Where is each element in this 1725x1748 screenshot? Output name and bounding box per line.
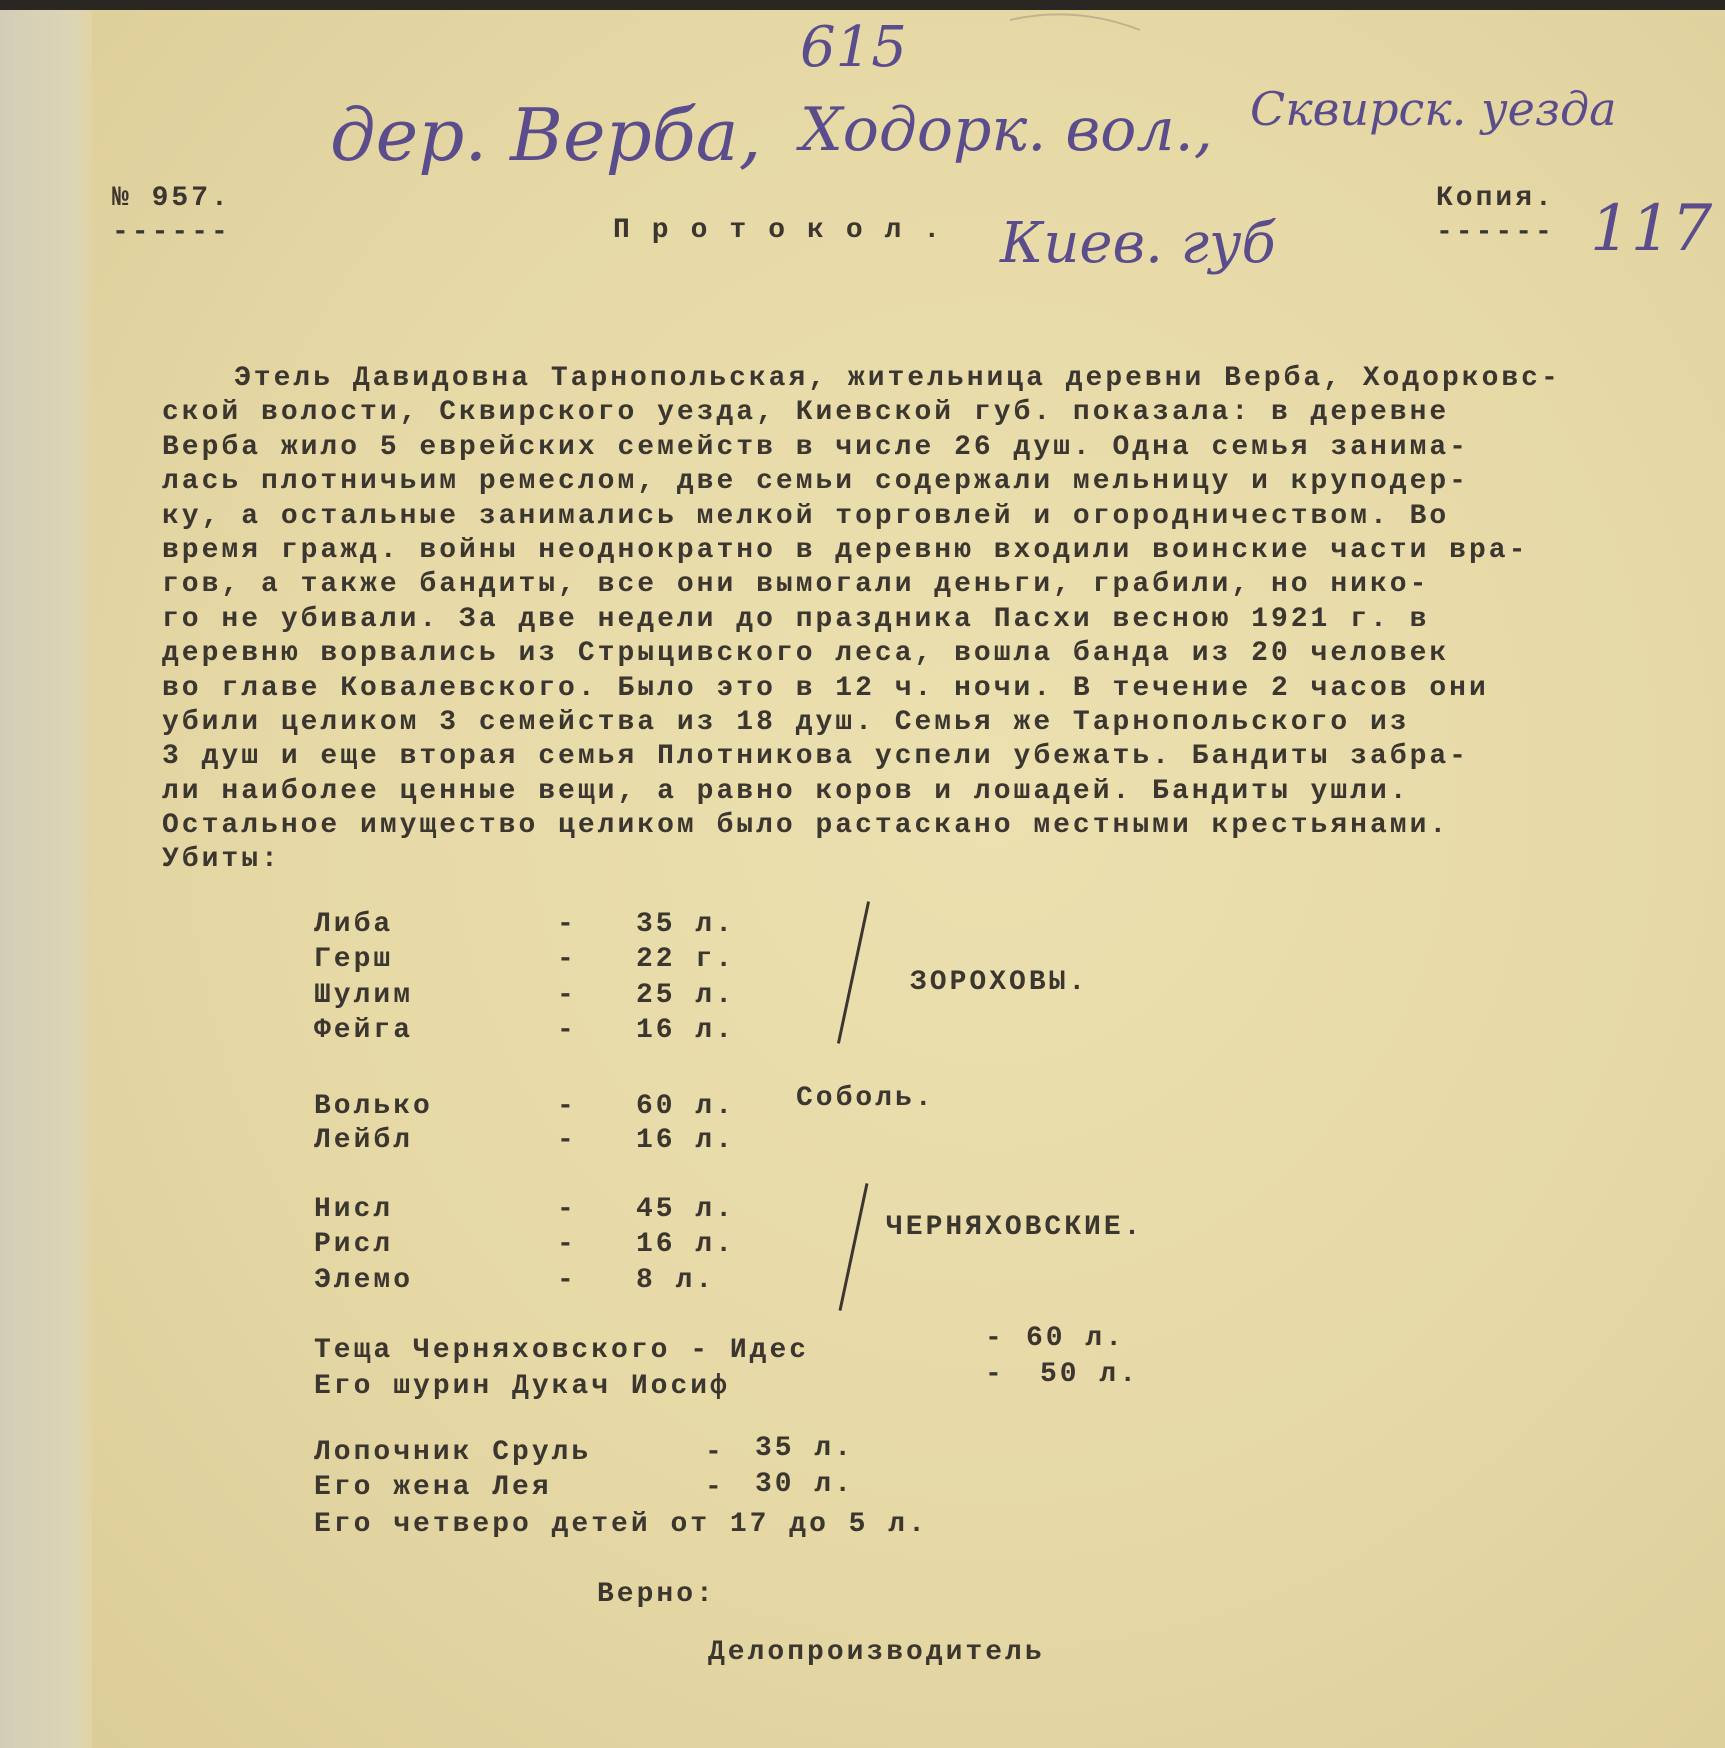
victim-name: Либа	[314, 909, 394, 940]
testimony-paragraph	[162, 362, 1561, 878]
victim-age: 35 л.	[636, 909, 736, 940]
victim-name: Его четверо детей от 17 до 5 л.	[314, 1509, 928, 1540]
victim-age: 60 л.	[1026, 1323, 1126, 1354]
family-label: ЧЕРНЯХОВСКИЕ.	[886, 1212, 1144, 1243]
victim-name: Лопочник Сруль	[314, 1437, 592, 1468]
victim-dash: -	[985, 1323, 1005, 1354]
victim-dash: -	[557, 909, 577, 940]
victim-age: 60 л.	[636, 1091, 736, 1122]
copy-label: Копия.	[1436, 183, 1555, 214]
handwritten-annotations	[0, 0, 1725, 300]
victim-age: 35 л.	[755, 1433, 855, 1464]
victim-dash: -	[557, 1229, 577, 1260]
testimony-line: Этель Давидовна Тарнопольская, жительница деревни Верба, Ходорковс-	[234, 363, 1561, 394]
document-number: № 957.	[112, 183, 231, 214]
victim-name: Рисл	[314, 1229, 394, 1260]
victim-age: 45 л.	[636, 1194, 736, 1225]
handwritten-page-number: 117	[1590, 192, 1713, 266]
family-label: Соболь.	[796, 1083, 935, 1114]
testimony-line: во главе Ковалевского. Было это в 12 ч. ночи. В течение 2 часов они	[162, 672, 1489, 704]
victim-dash: -	[705, 1472, 725, 1503]
victim-dash: -	[557, 1015, 577, 1046]
victim-name: Его жена Лея	[314, 1472, 552, 1503]
document-number-underline: ------	[112, 217, 231, 248]
victim-age: 22 г.	[636, 944, 736, 975]
testimony-line: время гражд. войны неоднократно в деревню входили воинские части вра-	[162, 534, 1529, 566]
handwritten-uezd: Сквирск. уезда	[1250, 82, 1617, 136]
testimony-line: ли наиболее ценные вещи, а равно коров и лошадей. Бандиты ушли.	[162, 775, 1410, 807]
victim-name: Шулим	[314, 980, 414, 1011]
certified-label: Верно:	[597, 1579, 716, 1610]
victim-name: Нисл	[314, 1194, 394, 1225]
testimony-line: Остальное имущество целиком было растаскано местными крестьянами.	[162, 810, 1450, 842]
copy-label-underline: ------	[1436, 217, 1555, 248]
testimony-line: 3 душ и еще вторая семья Плотникова успели убежать. Бандиты забра-	[162, 741, 1469, 773]
testimony-line: ку, а остальные занимались мелкой торговлей и огородничеством. Во	[162, 500, 1450, 532]
victim-dash: -	[557, 1194, 577, 1225]
victim-dash: -	[557, 1265, 577, 1296]
victim-age: 16 л.	[636, 1015, 736, 1046]
victim-dash: -	[557, 1125, 577, 1156]
victim-dash: -	[557, 1091, 577, 1122]
victim-age: 8 л.	[636, 1265, 716, 1296]
testimony-line: деревню ворвались из Стрыцивского леса, вошла банда из 20 человек	[162, 638, 1450, 670]
testimony-line: убили целиком 3 семейства из 18 душ. Семья же Тарнопольского из	[162, 706, 1410, 738]
victim-name: Фейга	[314, 1015, 414, 1046]
stamp-arc	[1010, 14, 1140, 30]
testimony-line: го не убивали. За две недели до праздника Пасхи весною 1921 г. в	[162, 603, 1430, 635]
handwritten-gubernia: Киев. губ	[1000, 211, 1276, 276]
victim-age: 25 л.	[636, 980, 736, 1011]
handwritten-village: дер. Верба,	[330, 93, 762, 177]
testimony-line: ской волости, Сквирского уезда, Киевской губ. показала: в деревне	[162, 397, 1450, 429]
testimony-line: Убиты:	[162, 844, 281, 876]
victim-name: Теща Черняховского - Идес	[314, 1335, 810, 1366]
testimony-line: лась плотничьим ремеслом, две семьи содержали мельницу и круподер-	[162, 466, 1469, 498]
document-title: Протокол.	[613, 215, 963, 246]
victim-age: 50 л.	[1040, 1359, 1140, 1390]
victim-dash: -	[985, 1359, 1005, 1390]
victim-name: Волько	[314, 1091, 433, 1122]
victim-name: Элемо	[314, 1265, 414, 1296]
victim-dash: -	[705, 1437, 725, 1468]
victim-dash: -	[557, 980, 577, 1011]
victim-name: Герш	[314, 944, 394, 975]
victim-age: 16 л.	[636, 1125, 736, 1156]
victim-age: 30 л.	[755, 1469, 855, 1500]
victim-name: Его шурин Дукач Иосиф	[314, 1371, 730, 1402]
family-label: ЗОРОХОВЫ.	[910, 967, 1089, 998]
victim-dash: -	[557, 944, 577, 975]
testimony-line: Верба жило 5 еврейских семейств в числе 26 душ. Одна семья занима-	[162, 431, 1469, 463]
handwritten-volost: Ходорк. вол.,	[800, 95, 1213, 165]
victim-age: 16 л.	[636, 1229, 736, 1260]
testimony-line: гов, а также бандиты, все они вымогали деньги, грабили, но нико-	[162, 569, 1430, 601]
clerk-signature-line: Делопроизводитель	[708, 1637, 1045, 1668]
victim-name: Лейбл	[314, 1125, 414, 1156]
handwritten-archive-number: 615	[800, 15, 907, 80]
